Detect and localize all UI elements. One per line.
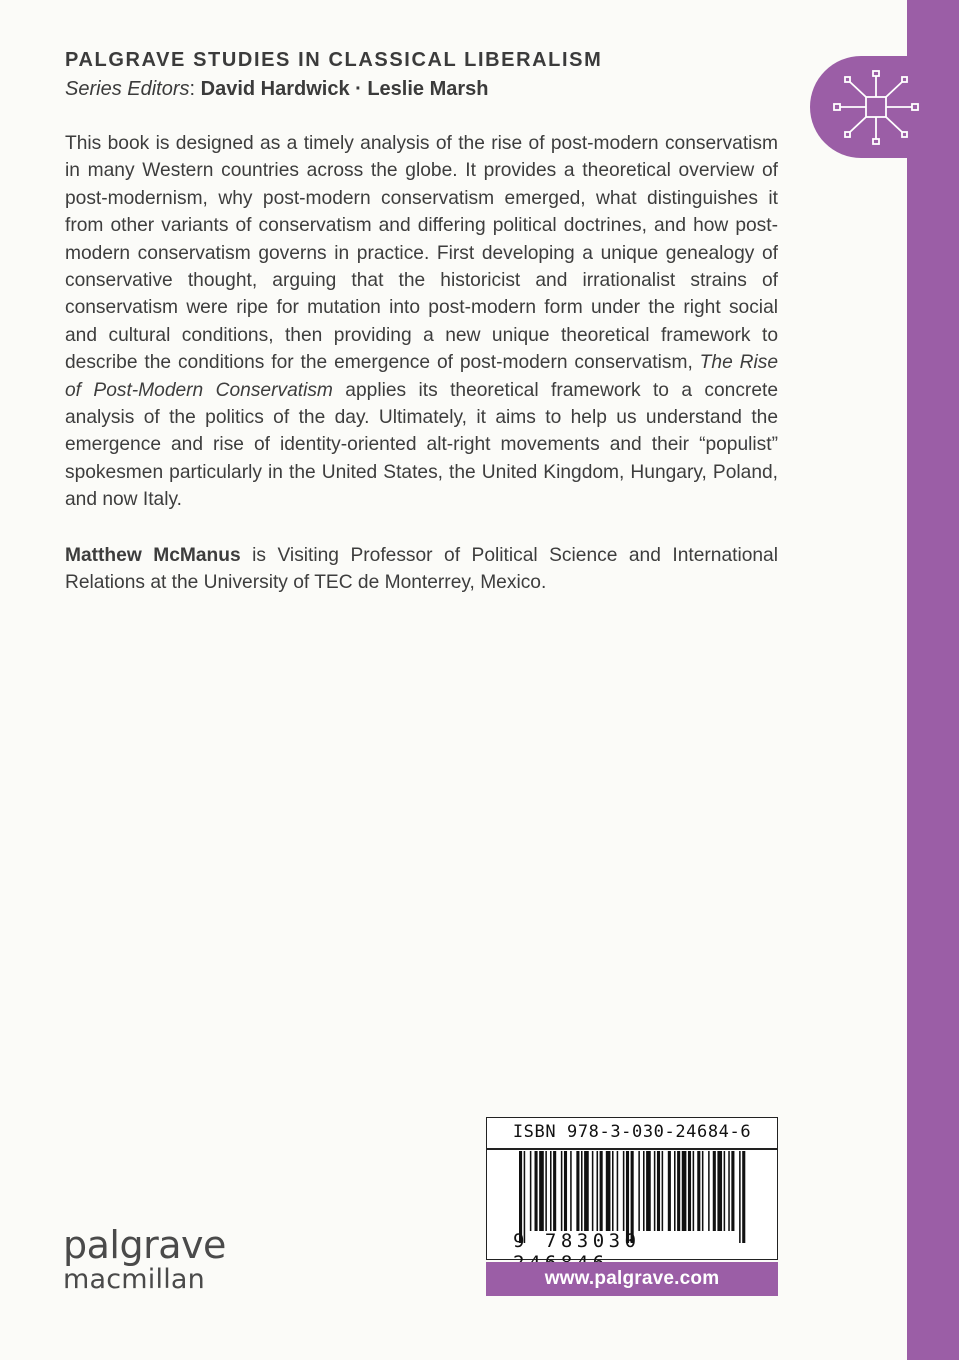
barcode-bar bbox=[564, 1151, 567, 1231]
barcode-bar bbox=[668, 1151, 671, 1231]
barcode-digits: 9 783030 bbox=[513, 1230, 641, 1252]
barcode-bar bbox=[539, 1151, 544, 1231]
blurb-text-part2: applies its theoretical framework to a concrete analysis of the politics of the day. Ultimately, it aims to help us understand the emergence and rise of identity-oriented alt-right movements and their “populist” spokesmen particularly in the United States, the United Kingdom, Hungary, Poland, and now Italy. bbox=[65, 379, 778, 511]
barcode-bar bbox=[550, 1151, 552, 1231]
series-editors-names: David Hardwick · Leslie Marsh bbox=[200, 78, 489, 100]
barcode-bar bbox=[654, 1151, 656, 1231]
barcode-bar bbox=[708, 1151, 710, 1231]
barcode-bar bbox=[728, 1151, 730, 1231]
author-name: Matthew McManus bbox=[65, 545, 241, 566]
barcode-bar bbox=[617, 1151, 619, 1231]
barcode-bar bbox=[545, 1151, 547, 1231]
barcode-bar bbox=[693, 1151, 695, 1231]
barcode-bar bbox=[584, 1151, 589, 1231]
barcode-bar bbox=[592, 1151, 594, 1231]
barcode-bar bbox=[646, 1151, 651, 1231]
author-bio bbox=[65, 542, 778, 597]
barcode-bar bbox=[612, 1151, 614, 1231]
author-bio-text: is Visiting Professor of Political Science and International Relations at the University of TEC de Monterrey, Mexico. bbox=[65, 545, 778, 594]
barcode-bar bbox=[553, 1151, 556, 1231]
barcode-bar bbox=[697, 1151, 700, 1231]
barcode-bar bbox=[643, 1151, 645, 1231]
series-title: PALGRAVE STUDIES IN CLASSICAL LIBERALISM bbox=[65, 49, 603, 71]
publisher-logo-line2: macmillan bbox=[63, 1264, 205, 1295]
book-description bbox=[65, 130, 778, 514]
barcode-bar bbox=[535, 1151, 538, 1231]
barcode-bar bbox=[600, 1151, 603, 1231]
barcode-bar bbox=[682, 1151, 687, 1231]
barcode-bar bbox=[623, 1151, 625, 1231]
isbn-divider bbox=[487, 1148, 777, 1150]
barcode-bar bbox=[731, 1151, 734, 1231]
barcode-bar bbox=[717, 1151, 722, 1231]
series-editors bbox=[65, 78, 489, 101]
network-node-icon bbox=[828, 66, 924, 148]
barcode-bar bbox=[638, 1151, 640, 1231]
publisher-website: www.palgrave.com bbox=[486, 1262, 778, 1296]
series-emblem bbox=[810, 56, 930, 158]
barcode-bar bbox=[677, 1151, 680, 1231]
barcode-bar bbox=[702, 1151, 704, 1231]
isbn-barcode bbox=[486, 1117, 778, 1260]
barcode-bar bbox=[581, 1151, 583, 1231]
barcode-bar bbox=[674, 1151, 676, 1231]
blurb-text-part1: This book is designed as a timely analysis of the rise of post-modern conservatism in many Western countries across the globe. It provides a theoretical overview of post-modernism, why post-modern conservatism emerged, what distinguishes it from other variants of conservatism and differing political doctrines, and how post-modern conservatism governs in practice. First developing a unique genealogy of conservative thought, arguing that the historicist and irrationalist strains of conservatism were ripe for mutation into post-modern form under the right social and cultural conditions, then providing a new unique theoretical framework to describe the conditions for the emergence of post-modern conservatism, bbox=[65, 133, 778, 374]
barcode-bar bbox=[713, 1151, 716, 1231]
barcode-bar bbox=[570, 1151, 572, 1231]
series-editors-label: Series Editors bbox=[65, 78, 190, 100]
barcode-bar bbox=[597, 1151, 599, 1231]
isbn-number: ISBN 978-3-030-24684-6 bbox=[512, 1122, 752, 1142]
spine-color-bar bbox=[907, 0, 959, 1360]
book-title-italic: The Rise of Post-Modern Conservatism bbox=[65, 352, 779, 401]
barcode-bar bbox=[688, 1151, 691, 1231]
series-editors-separator: : bbox=[189, 78, 201, 100]
barcode-bar bbox=[576, 1151, 579, 1231]
publisher-logo-line1: palgrave bbox=[63, 1223, 226, 1267]
barcode-bar bbox=[561, 1151, 563, 1231]
barcode-bar bbox=[662, 1151, 664, 1231]
barcode-bar bbox=[724, 1151, 726, 1231]
publisher-logo bbox=[63, 1223, 226, 1295]
barcode-bar bbox=[606, 1151, 611, 1231]
barcode-bar bbox=[530, 1151, 532, 1231]
barcode-bar bbox=[657, 1151, 660, 1231]
